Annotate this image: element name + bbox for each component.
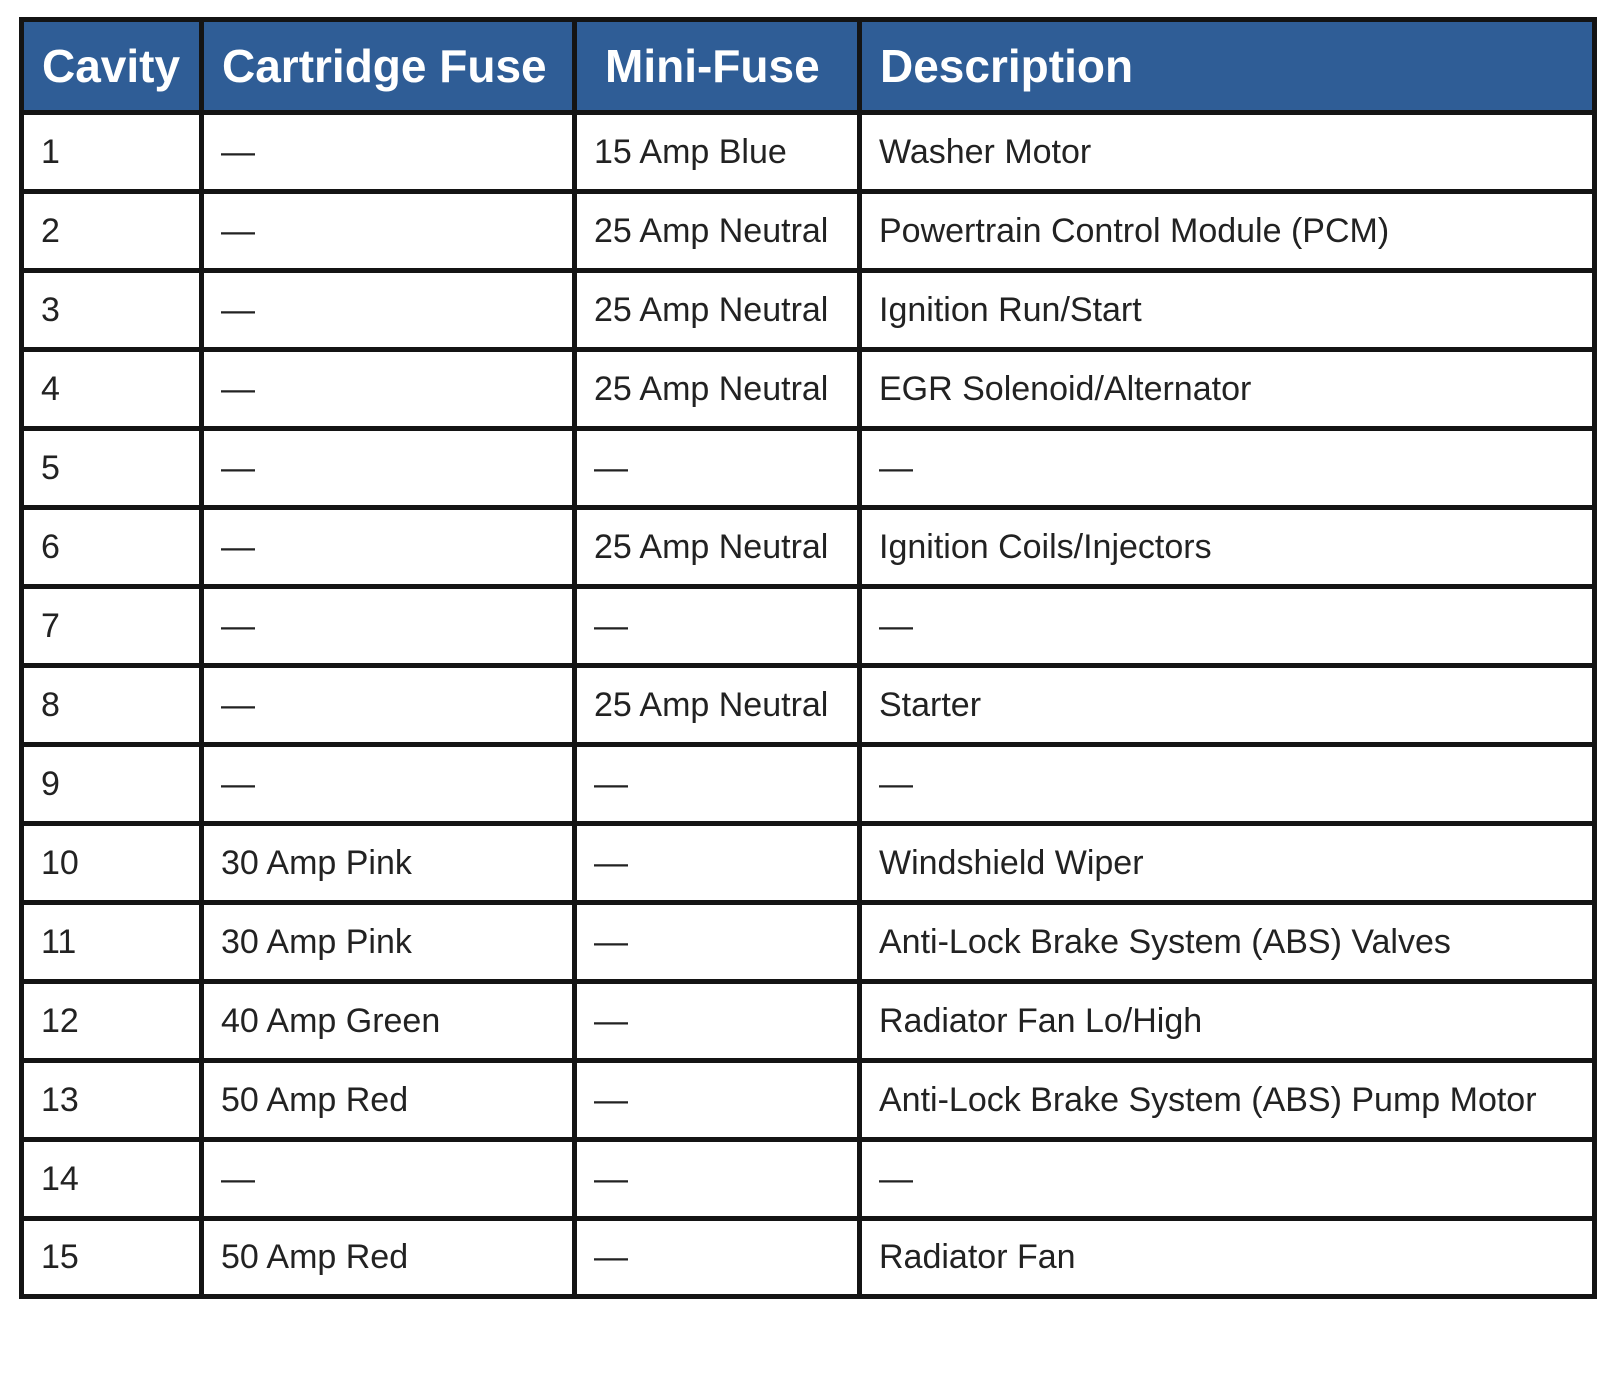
- cell-description: Ignition Coils/Injectors: [860, 508, 1595, 587]
- cell-cavity: 2: [22, 192, 202, 271]
- cell-cartridge-fuse: 30 Amp Pink: [202, 824, 575, 903]
- cell-cavity: 7: [22, 587, 202, 666]
- cell-cartridge-fuse: —: [202, 271, 575, 350]
- cell-description: —: [860, 429, 1595, 508]
- table-row: [22, 192, 1595, 271]
- cell-cavity: 12: [22, 982, 202, 1061]
- cell-mini-fuse: 25 Amp Neutral: [575, 508, 860, 587]
- cell-mini-fuse: 15 Amp Blue: [575, 113, 860, 192]
- table-row: [22, 350, 1595, 429]
- cell-description: Anti-Lock Brake System (ABS) Pump Motor: [860, 1061, 1595, 1140]
- cell-mini-fuse: —: [575, 745, 860, 824]
- header-cavity: Cavity: [22, 20, 202, 113]
- cell-mini-fuse: 25 Amp Neutral: [575, 350, 860, 429]
- table-row: [22, 824, 1595, 903]
- cell-cavity: 11: [22, 903, 202, 982]
- cell-mini-fuse: —: [575, 824, 860, 903]
- cell-description: Powertrain Control Module (PCM): [860, 192, 1595, 271]
- table-row: [22, 903, 1595, 982]
- table-row: [22, 587, 1595, 666]
- cell-cavity: 1: [22, 113, 202, 192]
- cell-mini-fuse: —: [575, 982, 860, 1061]
- cell-cartridge-fuse: —: [202, 666, 575, 745]
- table-header: [22, 20, 1595, 113]
- table-row: [22, 745, 1595, 824]
- cell-description: Radiator Fan Lo/High: [860, 982, 1595, 1061]
- cell-cavity: 8: [22, 666, 202, 745]
- cell-description: EGR Solenoid/Alternator: [860, 350, 1595, 429]
- cell-cavity: 13: [22, 1061, 202, 1140]
- cell-mini-fuse: —: [575, 1140, 860, 1219]
- table-row: [22, 429, 1595, 508]
- cell-mini-fuse: —: [575, 1061, 860, 1140]
- table-row: [22, 1061, 1595, 1140]
- cell-cavity: 4: [22, 350, 202, 429]
- cell-description: Starter: [860, 666, 1595, 745]
- header-description: Description: [860, 20, 1595, 113]
- table-body: [22, 113, 1595, 1297]
- header-mini-fuse: Mini-Fuse: [575, 20, 860, 113]
- cell-cavity: 3: [22, 271, 202, 350]
- cell-cavity: 5: [22, 429, 202, 508]
- cell-mini-fuse: —: [575, 587, 860, 666]
- cell-cartridge-fuse: —: [202, 745, 575, 824]
- cell-description: Anti-Lock Brake System (ABS) Valves: [860, 903, 1595, 982]
- cell-description: Windshield Wiper: [860, 824, 1595, 903]
- table-row: [22, 1219, 1595, 1297]
- cell-cavity: 9: [22, 745, 202, 824]
- cell-cartridge-fuse: —: [202, 508, 575, 587]
- cell-description: —: [860, 1140, 1595, 1219]
- cell-cavity: 14: [22, 1140, 202, 1219]
- cell-cartridge-fuse: 50 Amp Red: [202, 1219, 575, 1297]
- cell-cavity: 10: [22, 824, 202, 903]
- table-row: [22, 508, 1595, 587]
- cell-cavity: 15: [22, 1219, 202, 1297]
- cell-description: —: [860, 745, 1595, 824]
- cell-description: Washer Motor: [860, 113, 1595, 192]
- cell-cartridge-fuse: 30 Amp Pink: [202, 903, 575, 982]
- cell-cartridge-fuse: —: [202, 1140, 575, 1219]
- cell-cavity: 6: [22, 508, 202, 587]
- cell-mini-fuse: —: [575, 903, 860, 982]
- cell-cartridge-fuse: 50 Amp Red: [202, 1061, 575, 1140]
- cell-cartridge-fuse: —: [202, 587, 575, 666]
- header-cartridge-fuse: Cartridge Fuse: [202, 20, 575, 113]
- table-row: [22, 982, 1595, 1061]
- table-row: [22, 1140, 1595, 1219]
- cell-description: Ignition Run/Start: [860, 271, 1595, 350]
- cell-cartridge-fuse: —: [202, 429, 575, 508]
- cell-mini-fuse: 25 Amp Neutral: [575, 271, 860, 350]
- table-row: [22, 113, 1595, 192]
- header-row: [22, 20, 1595, 113]
- cell-mini-fuse: 25 Amp Neutral: [575, 192, 860, 271]
- cell-cartridge-fuse: —: [202, 350, 575, 429]
- cell-cartridge-fuse: 40 Amp Green: [202, 982, 575, 1061]
- cell-mini-fuse: 25 Amp Neutral: [575, 666, 860, 745]
- fuse-cavity-table: [19, 17, 1597, 1299]
- table-row: [22, 666, 1595, 745]
- cell-cartridge-fuse: —: [202, 113, 575, 192]
- cell-description: —: [860, 587, 1595, 666]
- cell-mini-fuse: —: [575, 429, 860, 508]
- table-row: [22, 271, 1595, 350]
- cell-cartridge-fuse: —: [202, 192, 575, 271]
- cell-mini-fuse: —: [575, 1219, 860, 1297]
- cell-description: Radiator Fan: [860, 1219, 1595, 1297]
